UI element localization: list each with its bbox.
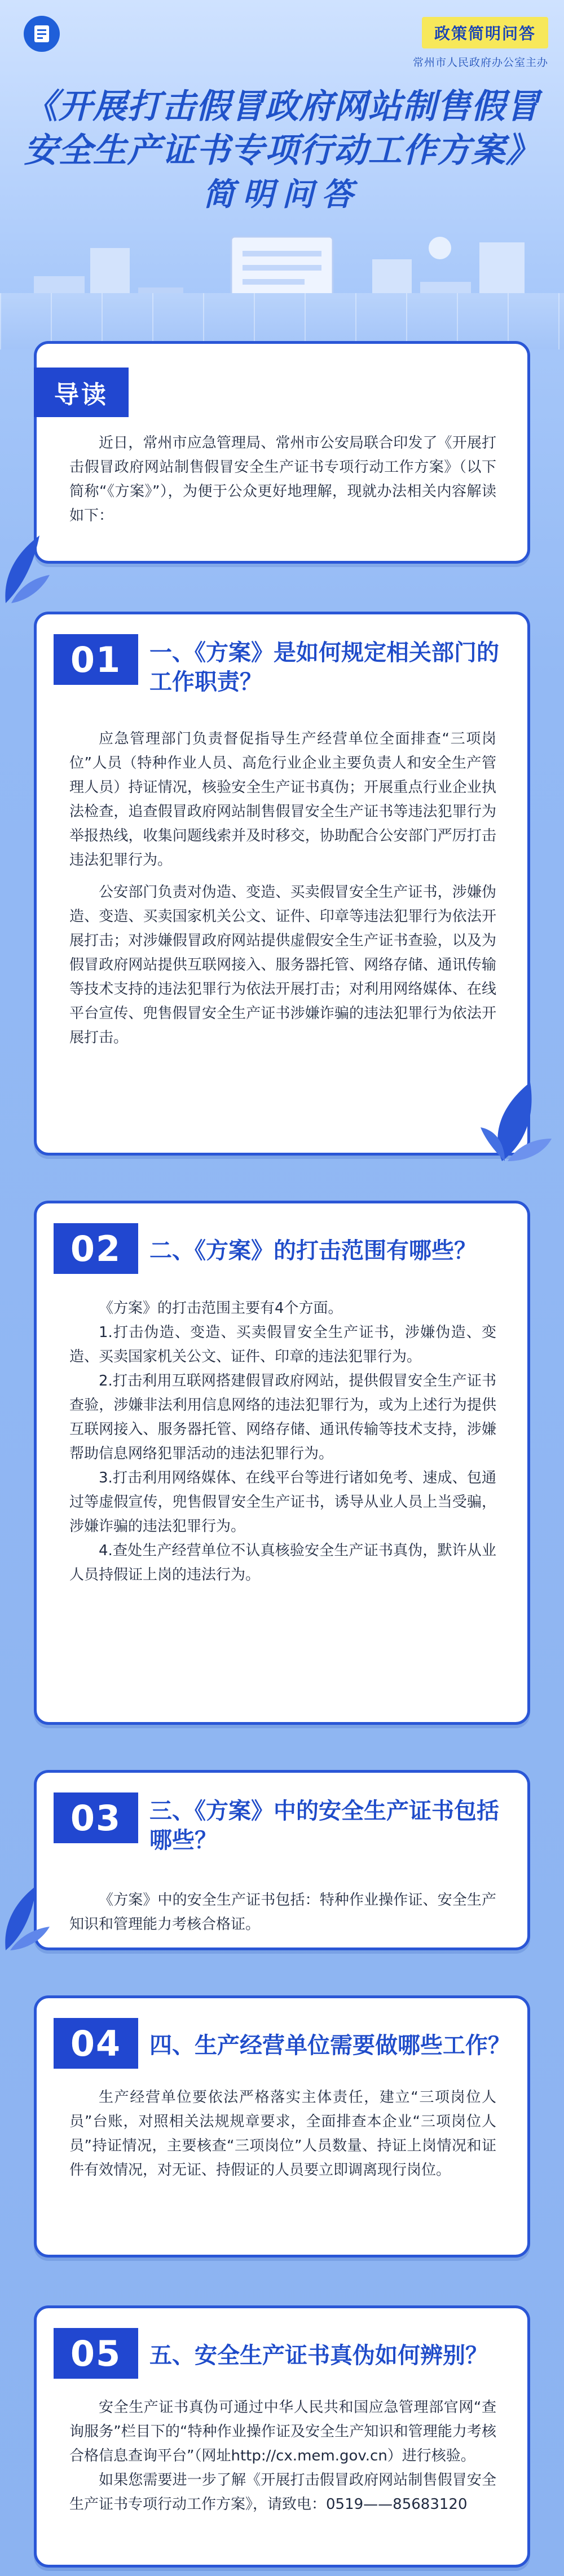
section-paragraph: 应急管理部门负责督促指导生产经营单位全面排查“三项岗位”人员（特种作业人员、高危行业企业主要负责人和安全生产管理人员）持证情况，核验安全生产证书真伪；开展重点行业企业执法检查，追查假冒政府网站制售假冒安全生产证书等违法犯罪行为举报热线，收集问题线索并及时移交，协助配合公安部门严厉打击违法犯罪行为。 — [69, 731, 496, 869]
leaf-decoration-icon — [479, 1077, 553, 1161]
section-body — [69, 2396, 496, 2517]
title-line-3: 简明问答 — [203, 176, 361, 213]
intro-paragraph: 近日，常州市应急管理局、常州市公安局联合印发了《开展打击假冒政府网站制售假冒安全生产证书专项行动工作方案》（以下简称“《方案》”），为便于公众更好地理解，现就办法相关内容解读如下： — [69, 435, 496, 524]
section-paragraph: 4.查处生产经营单位不认真核验安全生产证书真伪，默许从业人员持假证上岗的违法行为。 — [69, 1542, 496, 1583]
section-number-badge: 01 — [54, 634, 138, 685]
section-title: 五、安全生产证书真伪如何辨别？ — [149, 2343, 488, 2369]
section-card-04 — [34, 1995, 530, 2258]
section-paragraph: 公安部门负责对伪造、变造、买卖假冒安全生产证书，涉嫌伪造、变造、买卖国家机关公文、证件、印章等违法犯罪行为依法开展打击；对涉嫌假冒政府网站提供虚假安全生产证书查验，以及为假冒政府网站提供互联网接入、服务器托管、网络存储、通讯传输等技术支持的违法犯罪行为依法开展打击；对利用网络媒体、在线平台宣传、兜售假冒安全生产证书涉嫌诈骗的违法犯罪行为依法开展打击。 — [69, 884, 496, 1046]
section-card-01 — [34, 612, 530, 1156]
section-paragraph: 3.打击利用网络媒体、在线平台等进行诸如免考、速成、包通过等虚假宣传，兜售假冒安全生产证书，诱导从业人员上当受骗，涉嫌诈骗的违法犯罪行为。 — [69, 1470, 496, 1535]
section-paragraph: 安全生产证书真伪可通过中华人民共和国应急管理部官网“查询服务”栏目下的“特种作业操作证及安全生产知识和管理能力考核合格信息查询平台”（网址http://cx.mem.gov.cn）进行核验。 — [69, 2399, 496, 2464]
section-body — [69, 1296, 496, 1587]
section-number-badge: 03 — [54, 1792, 138, 1843]
intro-text-wrap — [69, 431, 496, 528]
section-card-03 — [34, 1770, 530, 1950]
section-paragraph: 1.打击伪造、变造、买卖假冒安全生产证书，涉嫌伪造、变造、买卖国家机关公文、证件、印章的违法犯罪行为。 — [69, 1324, 496, 1365]
section-body — [69, 2086, 496, 2183]
header-tag-wrap — [396, 17, 548, 69]
title-line-1: 《开展打击假冒政府网站制售假冒 — [24, 87, 540, 126]
section-title: 三、《方案》中的安全生产证书包括哪些？ — [149, 1798, 499, 1853]
section-paragraph: 2.打击利用互联网搭建假冒政府网站，提供假冒安全生产证书查验，涉嫌非法利用信息网络的违法犯罪行为，或为上述行为提供互联网接入、服务器托管、网络存储、通讯传输等技术支持，涉嫌帮助信息网络犯罪活动的违法犯罪行为。 — [69, 1373, 496, 1462]
section-paragraph: 如果您需要进一步了解《开展打击假冒政府网站制售假冒安全生产证书专项行动工作方案》，请致电：0519——85683120 — [69, 2472, 496, 2513]
intro-label: 导读 — [34, 368, 129, 417]
section-paragraph: 生产经营单位要依法严格落实主体责任，建立“三项岗位人员”台账，对照相关法规规章要求，全面排查本企业“三项岗位人员”持证情况，主要核查“三项岗位”人员数量、持证上岗情况和证件有效情况，对无证、持假证的人员要立即调离现行岗位。 — [69, 2089, 496, 2179]
section-title: 四、生产经营单位需要做哪些工作？ — [149, 2033, 510, 2059]
section-card-02 — [34, 1201, 530, 1725]
section-title: 二、《方案》的打击范围有哪些？ — [149, 1238, 477, 1264]
section-card-05 — [34, 2305, 530, 2568]
section-title: 一、《方案》是如何规定相关部门的工作职责？ — [149, 640, 499, 695]
document-icon — [24, 16, 60, 52]
section-body — [69, 1888, 496, 1937]
intro-card — [34, 341, 530, 564]
header — [0, 0, 564, 349]
leaf-decoration-icon — [0, 1877, 51, 1950]
policy-tag: 政策简明问答 — [422, 17, 548, 48]
section-paragraph: 《方案》中的安全生产证书包括：特种作业操作证、安全生产知识和管理能力考核合格证。 — [69, 1892, 496, 1933]
page-title — [0, 85, 564, 216]
section-lead: 《方案》的打击范围主要有4个方面。 — [99, 1300, 343, 1317]
section-number-badge: 05 — [54, 2328, 138, 2379]
section-body — [69, 727, 496, 1050]
title-line-2: 安全生产证书专项行动工作方案》 — [24, 131, 540, 170]
section-number-badge: 02 — [54, 1223, 138, 1274]
section-number-badge: 04 — [54, 2018, 138, 2069]
issuer-text: 常州市人民政府办公室主办 — [412, 56, 548, 69]
leaf-decoration-icon — [0, 524, 51, 603]
